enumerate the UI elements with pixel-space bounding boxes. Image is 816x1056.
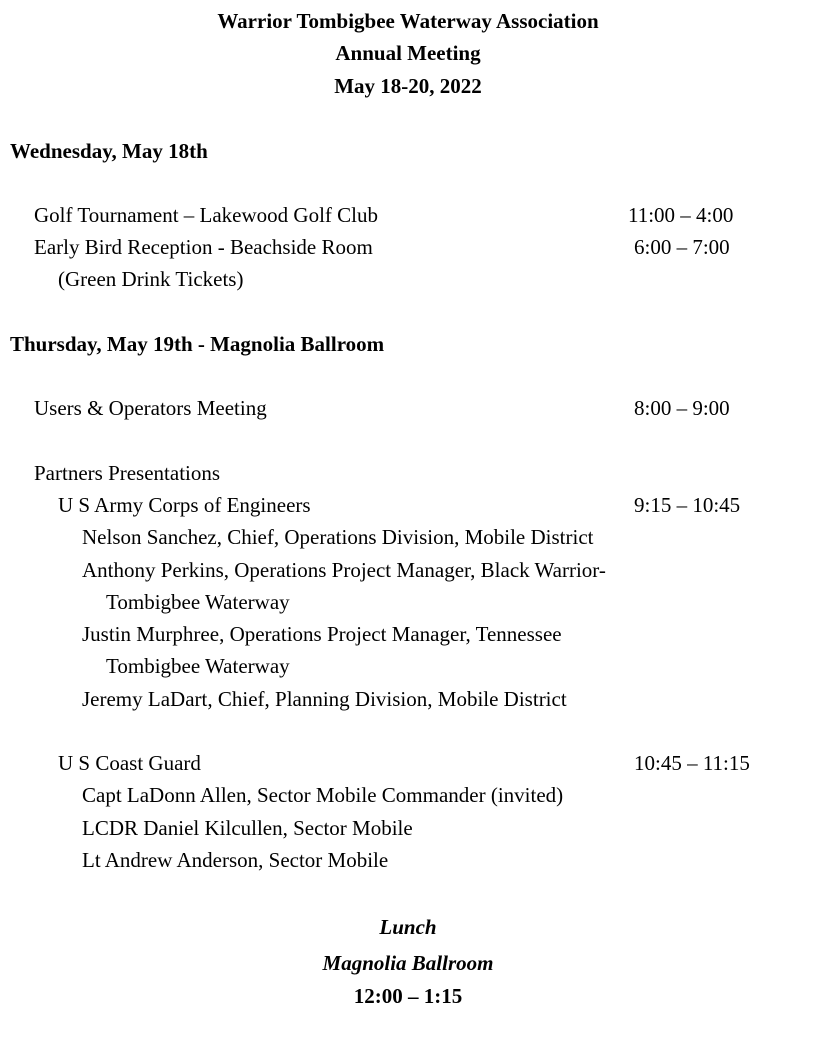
reception-time: 6:00 – 7:00	[634, 235, 730, 259]
usace-label: U S Army Corps of Engineers	[58, 493, 311, 517]
speaker-line-continued: Tombigbee Waterway	[106, 654, 290, 678]
reception-label: Early Bird Reception - Beachside Room	[34, 235, 373, 259]
uscg-label: U S Coast Guard	[58, 751, 201, 775]
event-title: Annual Meeting	[335, 41, 481, 65]
speaker-line: Anthony Perkins, Operations Project Manager, Black Warrior-	[82, 558, 606, 582]
usace-time: 9:15 – 10:45	[634, 493, 741, 517]
lunch-time: 12:00 – 1:15	[353, 984, 463, 1008]
reception-note: (Green Drink Tickets)	[58, 267, 244, 291]
speaker-line: Jeremy LaDart, Chief, Planning Division, Mobile District	[82, 687, 567, 711]
wednesday-heading: Wednesday, May 18th	[10, 139, 208, 163]
speaker-line: Lt Andrew Anderson, Sector Mobile	[82, 848, 389, 872]
lunch-location: Magnolia Ballroom	[322, 951, 494, 975]
users-meeting-label: Users & Operators Meeting	[34, 396, 267, 420]
speaker-line: Nelson Sanchez, Chief, Operations Division, Mobile District	[82, 525, 594, 549]
users-meeting-time: 8:00 – 9:00	[634, 396, 730, 420]
speaker-line: LCDR Daniel Kilcullen, Sector Mobile	[82, 816, 413, 840]
lunch-title: Lunch	[379, 915, 437, 939]
speaker-line: Justin Murphree, Operations Project Manager, Tennessee	[82, 622, 562, 646]
thursday-heading: Thursday, May 19th - Magnolia Ballroom	[10, 332, 385, 356]
speaker-line: Capt LaDonn Allen, Sector Mobile Commander (invited)	[82, 783, 564, 807]
golf-tournament-time: 11:00 – 4:00	[628, 203, 734, 227]
golf-tournament-label: Golf Tournament – Lakewood Golf Club	[34, 203, 378, 227]
partners-heading: Partners Presentations	[34, 461, 221, 485]
org-title: Warrior Tombigbee Waterway Association	[217, 9, 599, 33]
speaker-line-continued: Tombigbee Waterway	[106, 590, 290, 614]
event-dates: May 18-20, 2022	[334, 74, 482, 98]
uscg-time: 10:45 – 11:15	[634, 751, 750, 775]
